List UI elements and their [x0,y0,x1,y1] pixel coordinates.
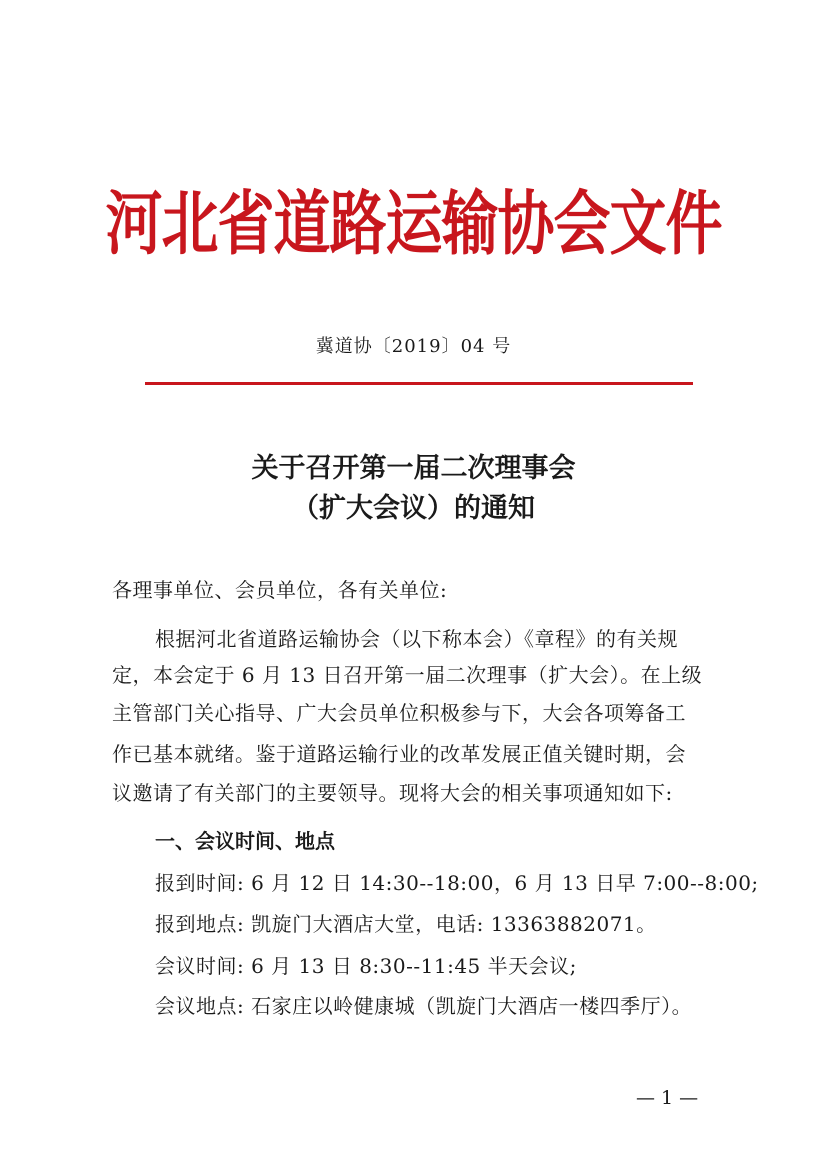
section-heading: 一、会议时间、地点 [155,829,335,853]
paragraph-line: 根据河北省道路运输协会（以下称本会）《章程》的有关规 [155,627,678,651]
paragraph-line: 议邀请了有关部门的主要领导。现将大会的相关事项通知如下: [112,781,673,805]
meeting-location: 会议地点: 石家庄以岭健康城（凯旋门大酒店一楼四季厅）。 [155,994,693,1018]
paragraph-line: 定，本会定于 6 月 13 日召开第一届二次理事（扩大会）。在上级 [112,663,703,687]
page-number: — 1 — [636,1087,699,1109]
registration-location: 报到地点: 凯旋门大酒店大堂，电话: 13363882071。 [155,912,657,936]
paragraph-line: 作已基本就绪。鉴于道路运输行业的改革发展正值关键时期，会 [112,742,686,766]
document-number: 冀道协〔2019〕04 号 [315,336,512,357]
meeting-time: 会议时间: 6 月 13 日 8:30--11:45 半天会议; [155,954,577,978]
salutation: 各理事单位、会员单位，各有关单位: [112,578,448,602]
notice-title-line-2: （扩大会议）的通知 [292,493,535,524]
notice-title-line-1: 关于召开第一届二次理事会 [251,453,576,484]
red-divider [145,382,693,385]
registration-time: 报到时间: 6 月 12 日 14:30--18:00，6 月 13 日早 7:00--8:00; [155,871,759,895]
document-header-title: 河北省道路运输协会文件 [105,182,722,265]
paragraph-line: 主管部门关心指导、广大会员单位积极参与下，大会各项筹备工 [112,701,686,725]
